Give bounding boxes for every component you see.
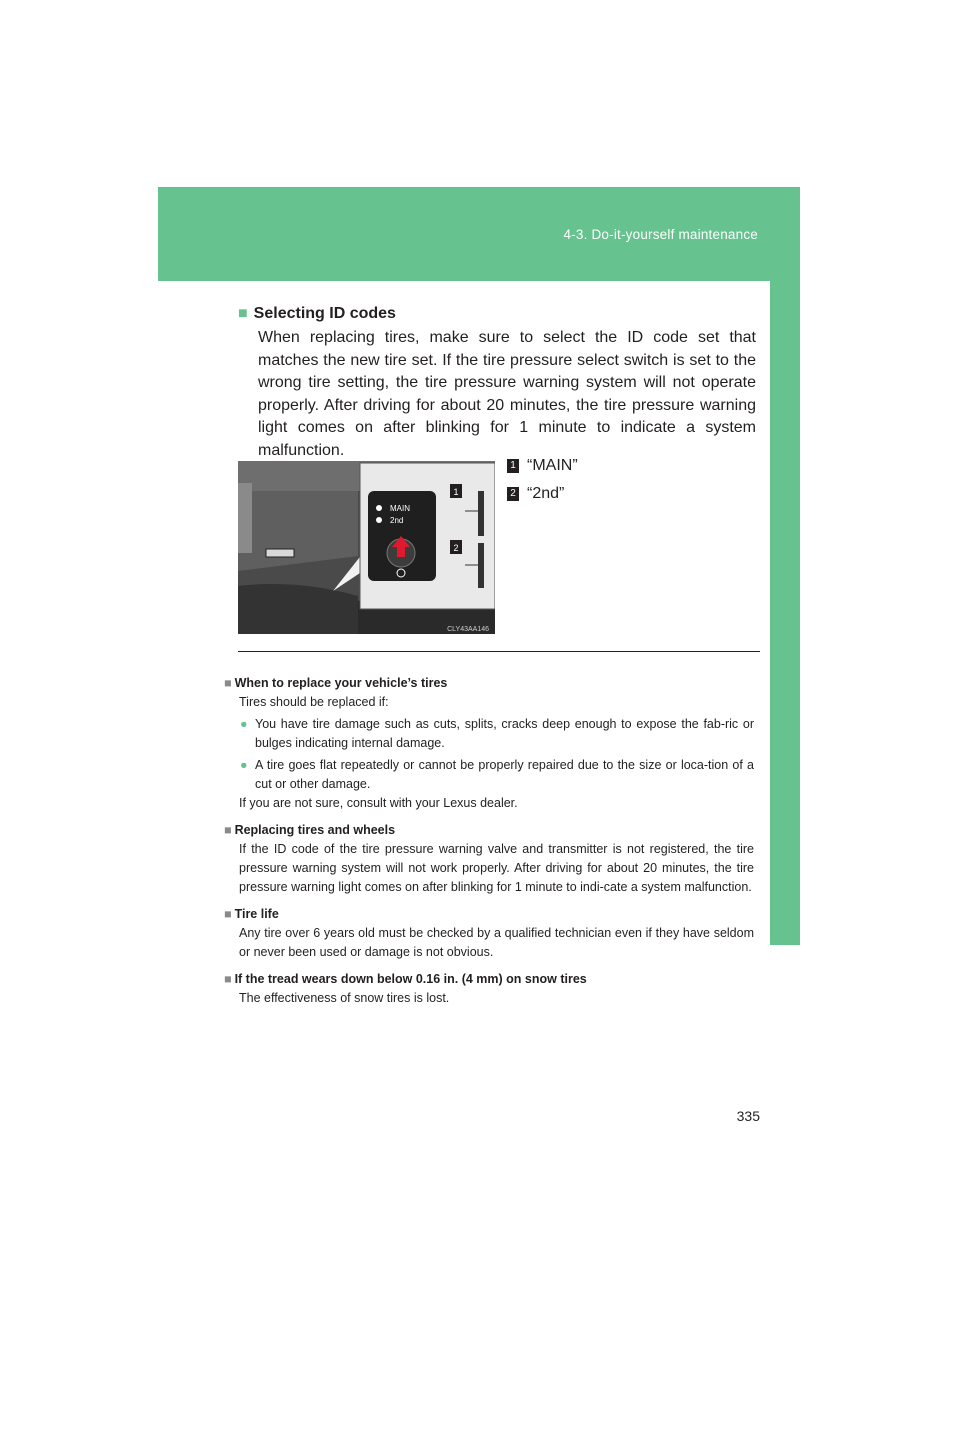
note-text: If you are not sure, consult with your Lexus dealer. <box>239 796 518 810</box>
section-breadcrumb: 4-3. Do-it-yourself maintenance <box>563 227 758 242</box>
callout-label: “2nd” <box>527 485 565 502</box>
chapter-tab <box>770 281 800 647</box>
figure-code: CLY43AA146 <box>447 626 489 633</box>
note-heading: ■ When to replace your vehicle’s tires <box>224 676 448 690</box>
switch-label-main: MAIN <box>390 504 410 513</box>
notes-section <box>224 670 754 1008</box>
note-text: If the ID code of the tire pressure warning valve and transmitter is not registered, the tire pressure warning system will not work properly. After driving for about 20 minutes, the tire pressure warning light comes on after blinking for 1 minute to indi-cate a system malfunction. <box>239 842 754 894</box>
note-text: Tires should be replaced if: <box>239 695 389 709</box>
note-heading: ■ Replacing tires and wheels <box>224 823 396 837</box>
callout-label: “MAIN” <box>527 457 578 474</box>
square-bullet-icon: ■ <box>224 907 232 921</box>
selecting-id-codes-section <box>238 305 756 462</box>
section-body: When replacing tires, make sure to select the ID code set that matches the new tire set. If the tire pressure select switch is set to the wrong tire setting, the tire pressure warning system will not operate properly. After driving for about 20 minutes, the tire pressure warning light comes on after blinking for 1 minute to indicate a system malfunction. <box>258 329 756 459</box>
callout-legend <box>507 455 578 511</box>
tire-pressure-switch-illustration <box>238 461 495 634</box>
callout-number: 1 <box>507 459 519 473</box>
note-heading: ■ Tire life <box>224 907 279 921</box>
page-number: 335 <box>736 1108 760 1124</box>
square-bullet-icon: ■ <box>224 823 232 837</box>
bullet-item: ● A tire goes flat repeatedly or cannot be properly repaired due to the size or loca-tion of a cut or other damage. <box>240 758 754 791</box>
note-heading: ■ If the tread wears down below 0.16 in. (4 mm) on snow tires <box>224 972 587 986</box>
callout-item <box>507 483 578 505</box>
divider <box>238 651 760 652</box>
chapter-tab-label-strip <box>770 647 800 1434</box>
bullet-item: ● You have tire damage such as cuts, splits, cracks deep enough to expose the fab-ric or bulges indicating internal damage. <box>240 717 754 750</box>
chapter-label: Maintenance and care <box>777 1300 793 1434</box>
bullet-dot-icon: ● <box>240 758 248 772</box>
dashboard-illustration <box>238 461 495 634</box>
chapter-header-bar <box>158 187 800 281</box>
callout-number: 2 <box>507 487 519 501</box>
square-bullet-icon: ■ <box>224 676 232 690</box>
square-bullet-icon: ■ <box>238 305 248 322</box>
callout-item <box>507 455 578 477</box>
section-heading: ■ Selecting ID codes <box>238 305 396 322</box>
switch-label-2nd: 2nd <box>390 516 404 525</box>
square-bullet-icon: ■ <box>224 972 232 986</box>
note-text: The effectiveness of snow tires is lost. <box>239 991 450 1005</box>
figure-callout-2: 2 <box>453 543 459 553</box>
figure-callout-1: 1 <box>453 487 459 497</box>
bullet-dot-icon: ● <box>240 717 248 731</box>
note-text: Any tire over 6 years old must be checked by a qualified technician even if they have seldom or never been used or damage is not obvious. <box>239 926 754 959</box>
